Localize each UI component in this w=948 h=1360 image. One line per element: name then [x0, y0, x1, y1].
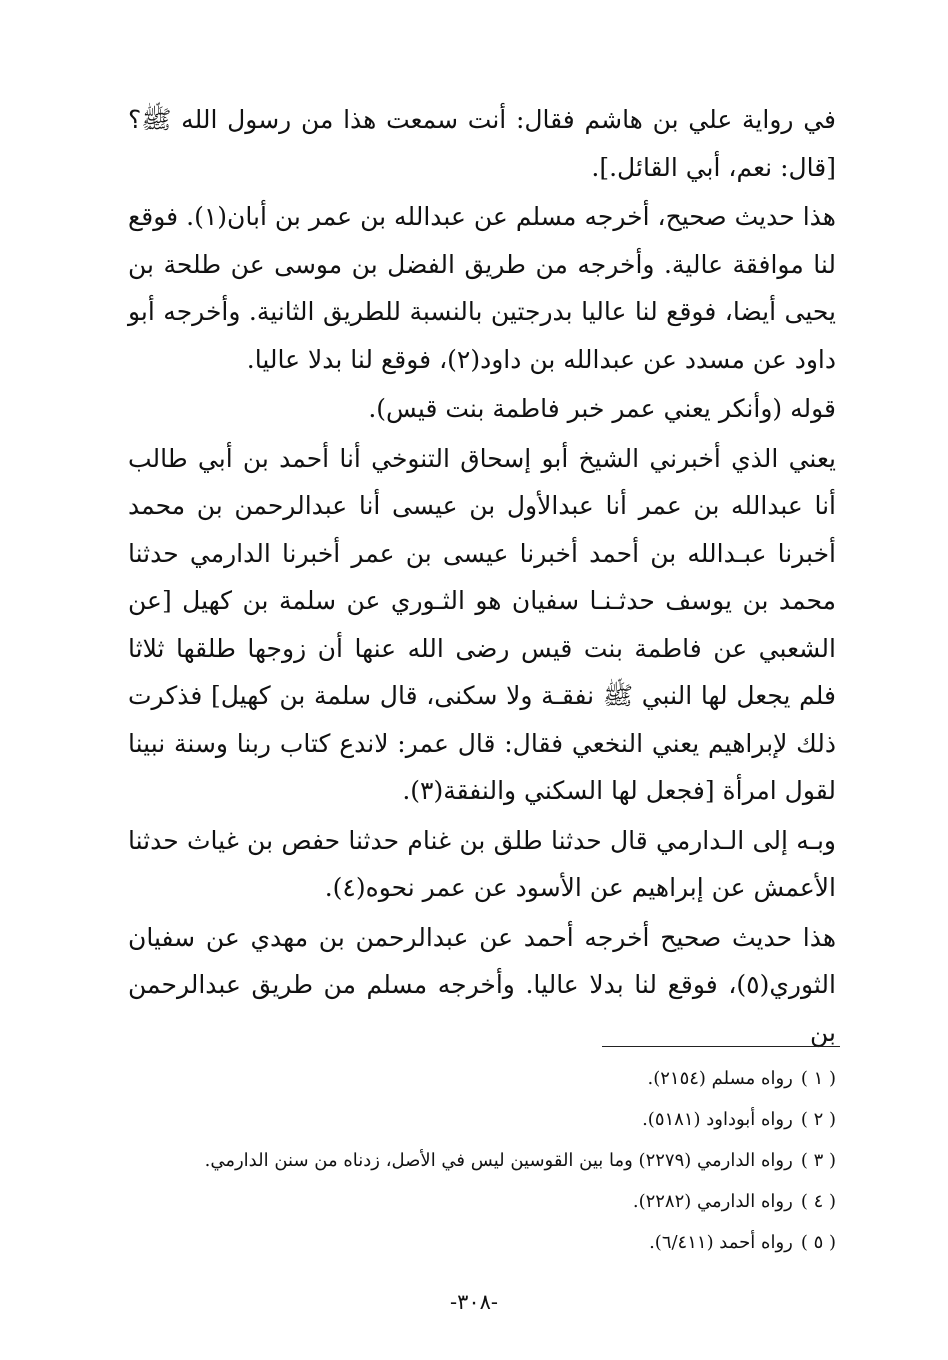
- footnote-number: ( ٢ ): [800, 1109, 836, 1130]
- footnote-5: [128, 1222, 836, 1263]
- footnote-1: [128, 1058, 836, 1099]
- footnote-number: ( ١ ): [800, 1068, 836, 1089]
- footnote-text: رواه أحمد (٦/٤١١).: [649, 1232, 793, 1253]
- paragraph-1: في رواية علي بن هاشم فقال: أنت سمعت هذا من رسول الله ﷺ؟ [قال: نعم، أبي القائل.].: [128, 105, 836, 182]
- footnote-text: رواه الدارمي (٢٢٧٩) وما بين القوسين ليس في الأصل، زدناه من سنن الدارمي.: [204, 1150, 793, 1171]
- footnote-number: ( ٤ ): [800, 1191, 836, 1212]
- paragraph-6: هذا حديث صحيح أخرجه أحمد عن عبدالرحمن بن مهدي عن سفيان الثوري(٥)، فوقع لنا بدلا عاليا. وأخرجه مسلم من طريق عبدالرحمن بن: [128, 922, 836, 1047]
- footnote-3: [128, 1140, 836, 1181]
- page-number: -٣٠٨-: [449, 1290, 499, 1314]
- paragraph-2: هذا حديث صحيح، أخرجه مسلم عن عبدالله بن عمر بن أبان(١). فوقع لنا موافقة عالية. وأخرجه من طريق الفضل بن موسى عن طلحة بن يحيى أيضا، فوقع لنا عاليا بدرجتين بالنسبة للطريق الثانية. وأخرجه أبو داود عن مسدد عن عبدالله بن داود(٢)، فوقع لنا بدلا عاليا.: [128, 202, 836, 374]
- footnote-number: ( ٣ ): [800, 1150, 836, 1171]
- paragraph-3: قوله (وأنكر يعني عمر خبر فاطمة بنت قيس).: [368, 394, 836, 423]
- footnote-text: رواه أبوداود (٥١٨١).: [642, 1109, 793, 1130]
- paragraph-4: يعني الذي أخبرني الشيخ أبو إسحاق التنوخي أنا أحمد بن أبي طالب أنا عبدالله بن عمر أنا عبدالأول بن عيسى أنا عبدالرحمن بن محمد أخبرنا عبـدالله بن أحمد أخبرنا عيسى بن عمر أخبرنا الدارمي حدثنا محمد بن يوسف حدثـنـا سفيان هو الثـوري عن سلمة بن كهيل [عن الشعبي عن فاطمة بنت قيس رضى الله عنها أن زوجها طلقها ثلاثا فلم يجعل لها النبي ﷺ نفقـة ولا سكنى، قال سلمة بن كهيل] فذكرت ذلك لإبراهيم يعني النخعي فقال: قال عمر: لاندع كتاب ربنا وسنة نبينا لقول امرأة [فجعل لها السكني والنفقة(٣).: [128, 443, 837, 805]
- footnotes: [128, 1058, 836, 1263]
- footnote-2: [128, 1099, 836, 1140]
- footnote-divider: [602, 1046, 840, 1047]
- footnote-number: ( ٥ ): [800, 1232, 836, 1253]
- main-text: [128, 96, 836, 1056]
- footnote-text: رواه الدارمي (٢٢٨٢).: [632, 1191, 793, 1212]
- paragraph-5: وبـه إلى الـدارمي قال حدثنا طلق بن غنام حدثنا حفص بن غياث حدثنا الأعمش عن إبراهيم عن الأسود عن عمر نحوه(٤).: [128, 825, 836, 902]
- footnote-4: [128, 1181, 836, 1222]
- footnote-text: رواه مسلم (٢١٥٤).: [647, 1068, 793, 1089]
